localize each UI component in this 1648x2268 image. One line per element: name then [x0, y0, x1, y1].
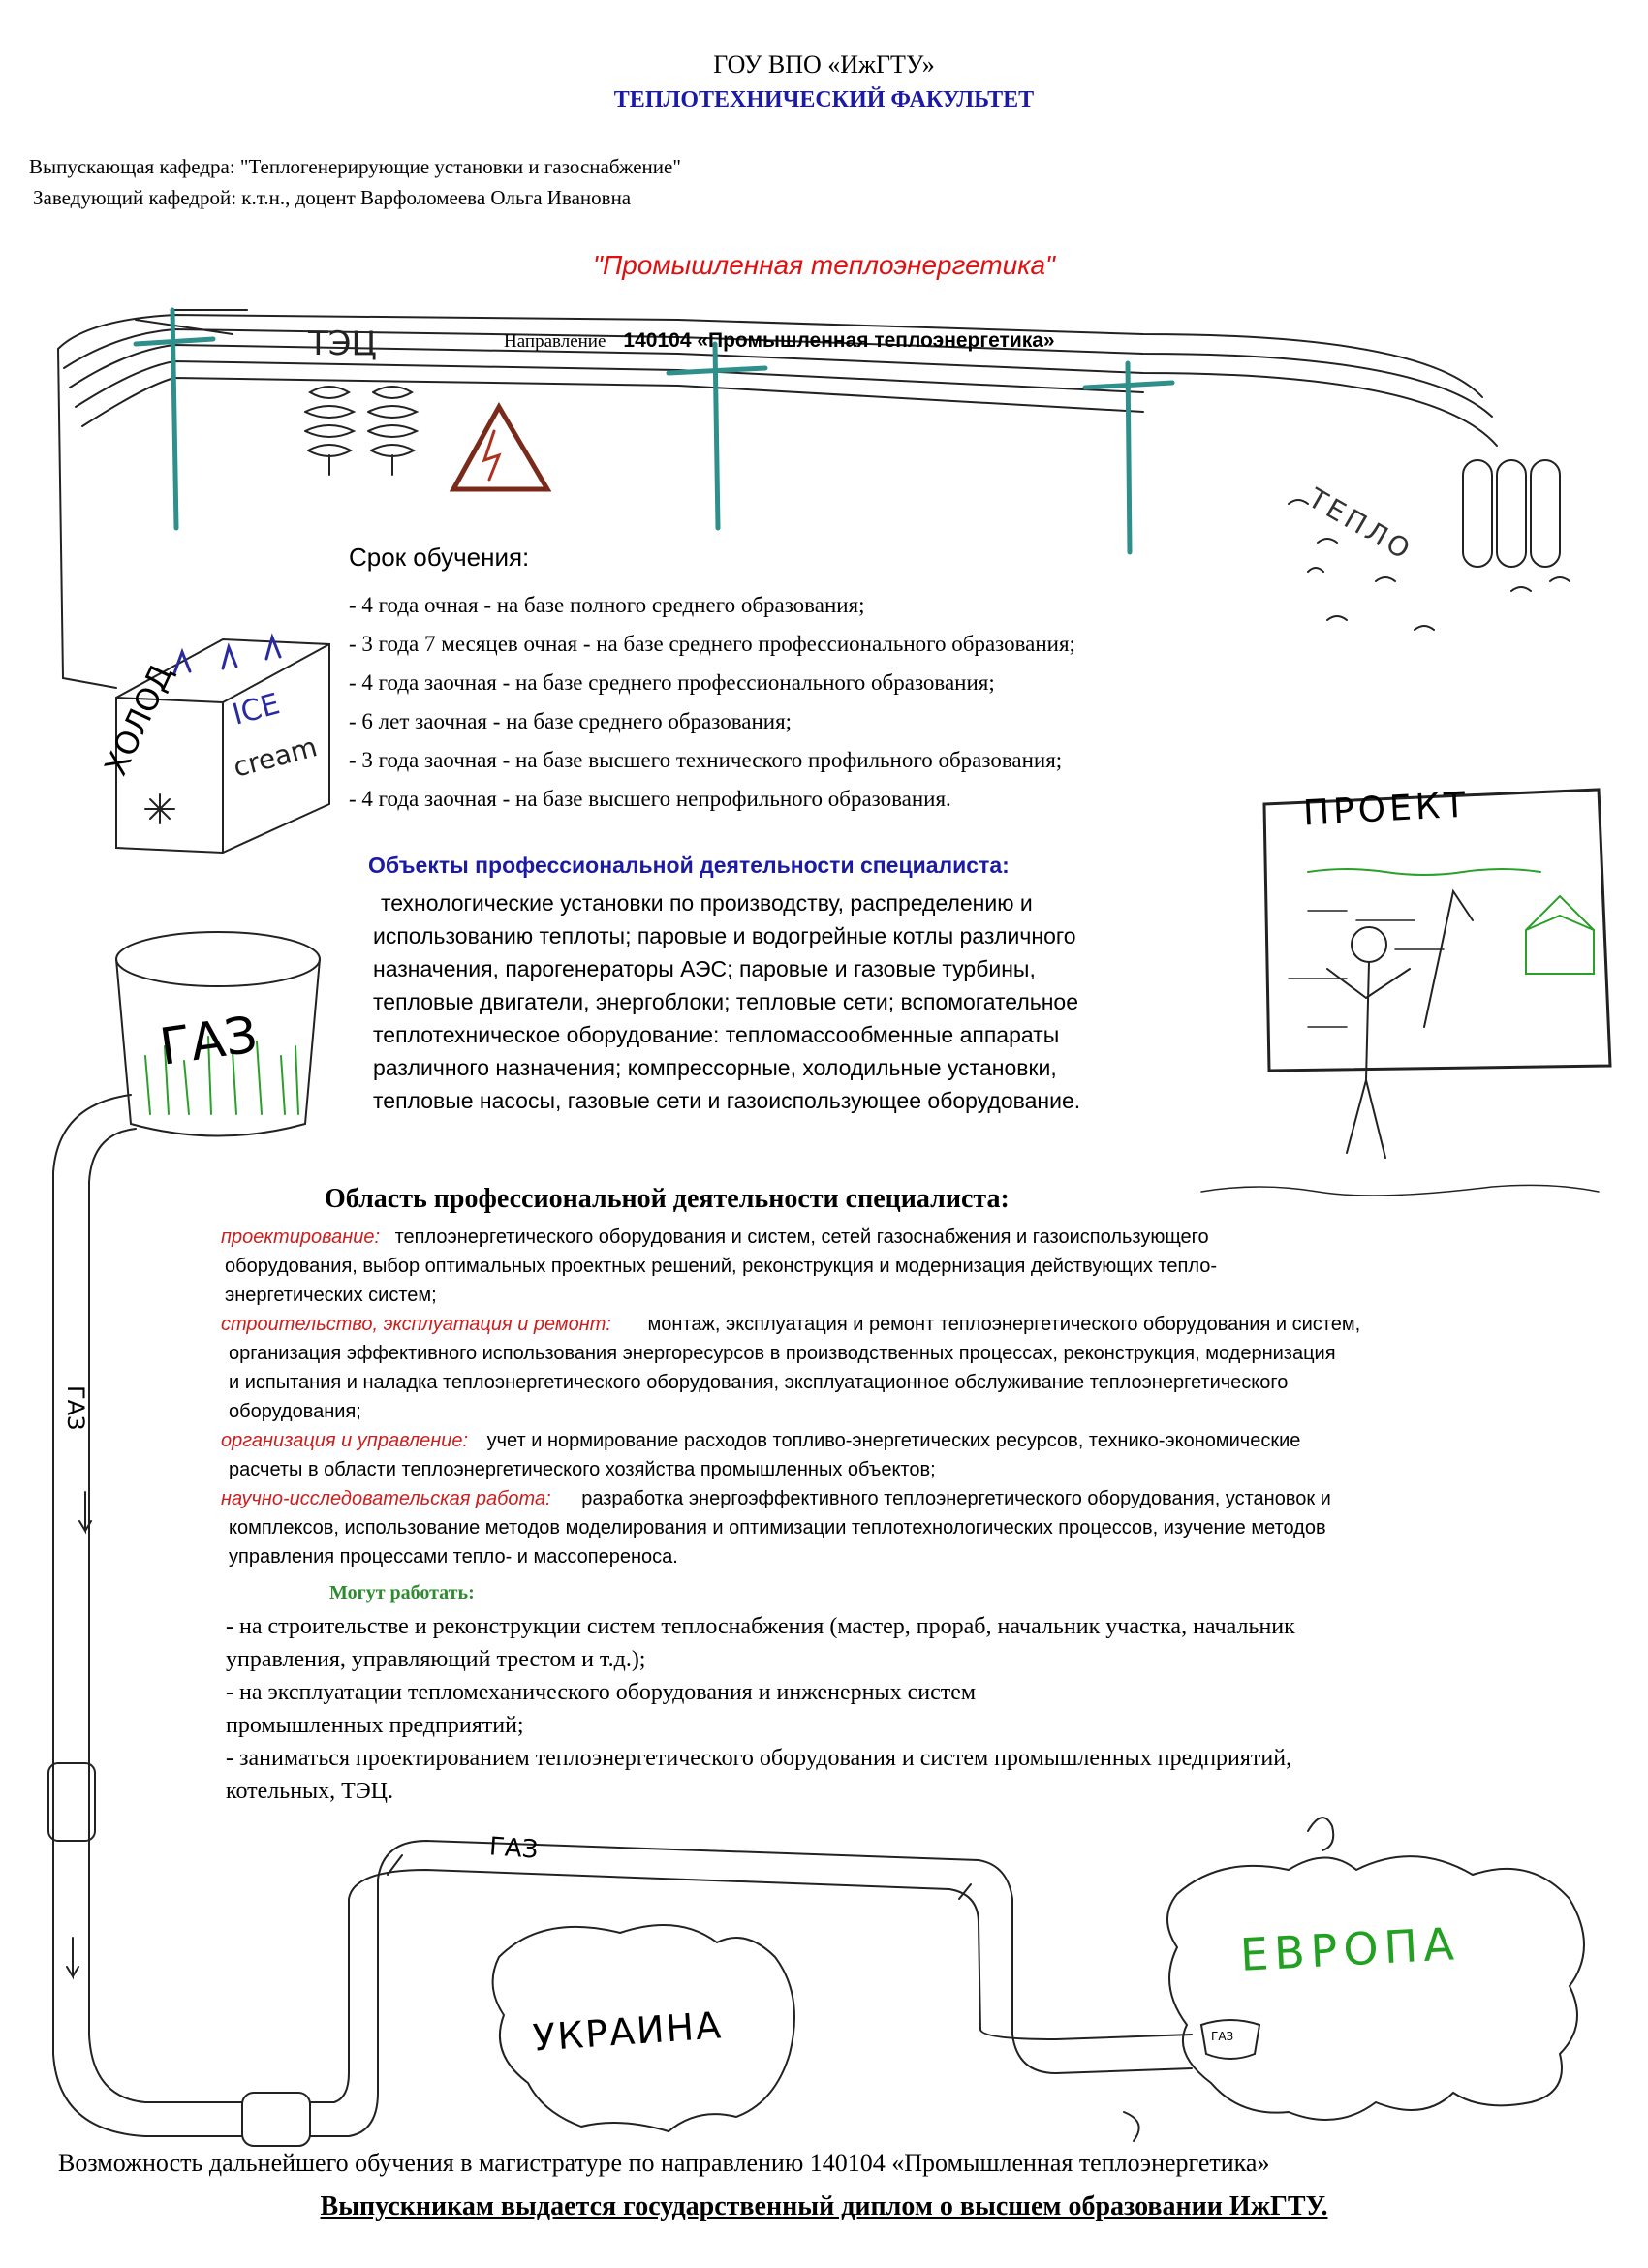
can-work-text	[226, 1610, 1295, 1808]
study-terms-list	[349, 586, 1075, 819]
area-label: организация и управление:	[221, 1430, 469, 1451]
europe-map-outline	[1167, 1856, 1584, 2120]
europe-cup-label: ГАЗ	[1211, 2030, 1234, 2043]
diploma-line: Выпускникам выдается государственный диплом о высшем образовании ИжГТУ.	[320, 2191, 1328, 2221]
ice-label: ICE	[229, 687, 284, 732]
cream-label: cream	[230, 730, 321, 784]
text-line: - на строительстве и реконструкции систем теплоснабжения (мастер, прораб, начальник участка, начальник	[226, 1614, 1295, 1639]
ukraine-label: УКРАИНА	[531, 2004, 725, 2060]
list-item: - 4 года очная - на базе полного среднего образования;	[349, 593, 865, 617]
list-item: - 4 года заочная - на базе среднего профессионального образования;	[349, 670, 995, 695]
text-line: энергетических систем;	[225, 1285, 437, 1306]
text-line: - заниматься проектированием теплоэнергетического оборудования и систем промышленных предприятий,	[226, 1746, 1292, 1771]
text-line: назначения, парогенераторы АЭС; паровые и газовые турбины,	[373, 956, 1036, 981]
text-line: учет и нормирование расходов топливо-энергетических ресурсов, технико-экономические	[486, 1430, 1301, 1451]
objects-text	[373, 886, 1080, 1117]
area-label: проектирование:	[221, 1227, 381, 1248]
text-line: оборудования;	[229, 1401, 361, 1422]
area-block-line	[221, 1223, 1360, 1252]
list-item: - 3 года заочная - на базе высшего технического профильного образования;	[349, 748, 1063, 772]
pipe-horizontal-label: ГАЗ	[488, 1832, 540, 1865]
area-title: Область профессиональной деятельности специалиста:	[325, 1184, 1010, 1214]
text-line: и испытания и наладка теплоэнергетического оборудования, эксплуатационное обслуживание теплоэнергетического	[229, 1372, 1289, 1393]
cold-label: ХОЛОД	[97, 659, 180, 782]
specialty-title: "Промышленная теплоэнергетика"	[593, 250, 1055, 280]
department-head-line: Заведующий кафедрой: к.т.н., доцент Варфоломеева Ольга Ивановна	[33, 186, 632, 209]
area-label: научно-исследовательская работа:	[221, 1488, 551, 1509]
objects-title: Объекты профессиональной деятельности специалиста:	[368, 853, 1010, 878]
text-line: использованию теплоты; паровые и водогрейные котлы различного	[373, 923, 1076, 948]
list-item: - 6 лет заочная - на базе среднего образования;	[349, 709, 793, 733]
list-item: - 4 года заочная - на базе высшего непрофильного образования.	[349, 787, 951, 811]
gas-tank-label: ГАЗ	[156, 1006, 262, 1077]
area-block-line	[221, 1484, 1360, 1513]
text-line: оборудования, выбор оптимальных проектных решений, реконструкция и модернизация действующих тепло-	[225, 1256, 1217, 1277]
europe-label: ЕВРОПА	[1238, 1917, 1461, 1981]
text-line: монтаж, эксплуатация и ремонт теплоэнергетического оборудования и систем,	[647, 1314, 1361, 1335]
master-line: Возможность дальнейшего обучения в магистратуре по направлению 140104 «Промышленная теплоэнергетика»	[58, 2149, 1270, 2177]
department-line: Выпускающая кафедра: "Теплогенерирующие установки и газоснабжение"	[29, 155, 681, 178]
teplo-label: ТЕПЛО	[1302, 482, 1419, 568]
area-text	[221, 1223, 1360, 1571]
text-line: управления, управляющий трестом и т.д.);	[226, 1647, 646, 1672]
project-label: ПРОЕКТ	[1302, 785, 1471, 834]
can-work-title: Могут работать:	[329, 1582, 475, 1603]
project-board-drawing	[1201, 790, 1610, 1196]
direction-line	[504, 329, 1055, 353]
text-line: теплотехническое оборудование: тепломассообменные аппараты	[373, 1022, 1060, 1047]
high-voltage-warning-icon	[453, 407, 547, 489]
text-line: комплексов, использование методов моделирования и оптимизации теплотехнологических процессов, изучение методов	[229, 1517, 1326, 1538]
university-name: ГОУ ВПО «ИжГТУ»	[713, 50, 935, 78]
text-line: котельных, ТЭЦ.	[226, 1779, 393, 1804]
text-line: управления процессами тепло- и массопереноса.	[229, 1546, 678, 1568]
radiator-drawing	[1289, 460, 1570, 630]
tec-label: ТЭЦ	[308, 325, 377, 363]
text-line: тепловые насосы, газовые сети и газоиспользующее оборудование.	[373, 1088, 1081, 1113]
direction-label: Направление	[504, 331, 606, 352]
text-line: промышленных предприятий;	[226, 1713, 524, 1738]
pipe-vertical-label: ГАЗ	[62, 1385, 89, 1431]
text-line: разработка энергоэффективного теплоэнергетического оборудования, установок и	[581, 1488, 1331, 1509]
faculty-name: ТЕПЛОТЕХНИЧЕСКИЙ ФАКУЛЬТЕТ	[613, 87, 1035, 112]
text-line: - на эксплуатации тепломеханического оборудования и инженерных систем	[226, 1680, 977, 1705]
text-line: различного назначения; компрессорные, холодильные установки,	[373, 1055, 1057, 1080]
area-label: строительство, эксплуатация и ремонт:	[221, 1314, 611, 1335]
list-item: - 3 года 7 месяцев очная - на базе среднего профессионального образования;	[349, 632, 1075, 656]
text-line: организация эффективного использования энергоресурсов в производственных процессах, реконструкция, модернизация	[229, 1343, 1336, 1364]
text-line: технологические установки по производству, распределению и	[381, 890, 1033, 916]
text-line: расчеты в области теплоэнергетического хозяйства промышленных объектов;	[229, 1459, 936, 1480]
area-block-line	[221, 1426, 1360, 1455]
text-line: теплоэнергетического оборудования и систем, сетей газоснабжения и газоиспользующего	[394, 1227, 1209, 1248]
insulators-drawing	[305, 387, 417, 475]
area-block-line	[221, 1310, 1360, 1339]
study-terms-title: Срок обучения:	[349, 543, 530, 572]
text-line: тепловые двигатели, энергоблоки; тепловые сети; вспомогательное	[373, 989, 1079, 1014]
direction-value: 140104 «Промышленная теплоэнергетика»	[623, 329, 1055, 352]
